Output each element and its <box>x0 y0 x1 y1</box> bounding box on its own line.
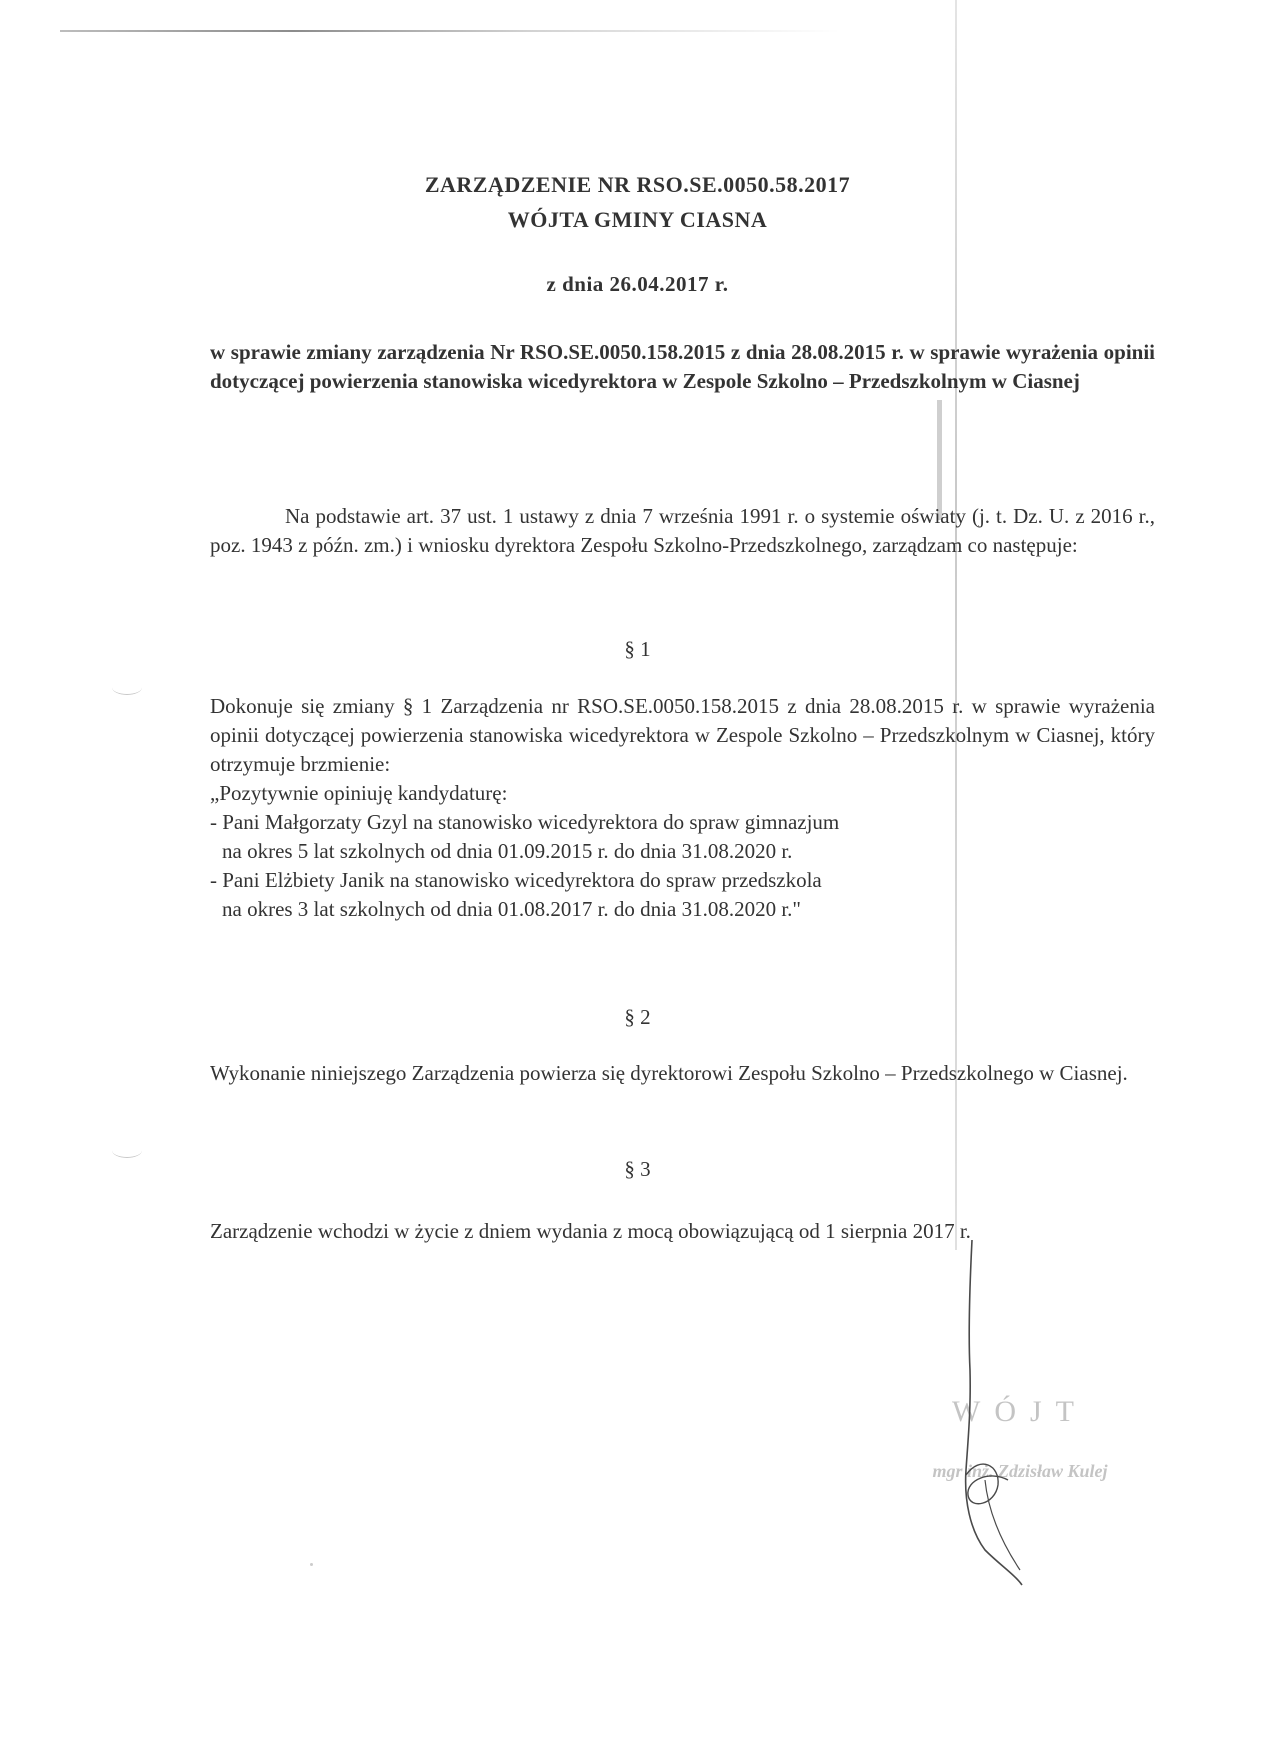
document-issuer: WÓJTA GMINY CIASNA <box>507 207 768 232</box>
scan-artifact-top-line <box>60 30 840 32</box>
section-1-intro: Dokonuje się zmiany § 1 Zarządzenia nr RSO.SE.0050.158.2015 z dnia 28.08.2015 r. w sprawie wyrażenia opinii dotyczącej powierzenia stanowiska wicedyrektora w Zespole Szkolno – Przedszkolnym w Ciasnej, który otrzymuje brzmienie: <box>210 694 1155 776</box>
scan-artifact-dot <box>310 1563 313 1566</box>
section-3-text: Zarządzenie wchodzi w życie z dniem wydania z mocą obowiązującą od 1 sierpnia 2017 r. <box>210 1219 971 1243</box>
section-mark-2: § 2 <box>624 1005 651 1029</box>
document-date: z dnia 26.04.2017 r. <box>546 272 729 296</box>
stamp-title: WÓJT <box>952 1395 1088 1428</box>
section-1-quote-line: na okres 5 lat szkolnych od dnia 01.09.2015 r. do dnia 31.08.2020 r. <box>222 839 793 863</box>
legal-basis-paragraph: Na podstawie art. 37 ust. 1 ustawy z dnia 7 września 1991 r. o systemie oświaty (j. t. Dz. U. z 2016 r., poz. 1943 z późn. zm.) i wniosku dyrektora Zespołu Szkolno-Przedszkolnego, zarządzam co następuje: <box>210 504 1155 557</box>
section-1-body <box>210 692 1155 924</box>
document-title: ZARZĄDZENIE NR RSO.SE.0050.58.2017 <box>424 172 851 197</box>
handwritten-signature <box>940 1240 1070 1600</box>
section-1-quote-line: - Pani Elżbiety Janik na stanowisko wicedyrektora do spraw przedszkola <box>210 868 822 892</box>
stamp-name: mgr inż. Zdzisław Kulej <box>932 1461 1108 1481</box>
section-1-quote-line: - Pani Małgorzaty Gzyl na stanowisko wicedyrektora do spraw gimnazjum <box>210 810 840 834</box>
section-mark-3: § 3 <box>624 1157 651 1181</box>
section-1-quote-line: „Pozytywnie opiniuję kandydaturę: <box>210 781 508 805</box>
section-mark-1: § 1 <box>624 637 651 661</box>
section-2-text: Wykonanie niniejszego Zarządzenia powierza się dyrektorowi Zespołu Szkolno – Przedszkolnego w Ciasnej. <box>210 1061 1128 1085</box>
punch-hole-mark <box>112 1143 142 1158</box>
punch-hole-mark <box>112 680 142 695</box>
document-subject: w sprawie zmiany zarządzenia Nr RSO.SE.0050.158.2015 z dnia 28.08.2015 r. w sprawie wyrażenia opinii dotyczącej powierzenia stanowiska wicedyrektora w Zespole Szkolno – Przedszkolnym w Ciasnej <box>210 340 1155 393</box>
section-1-quote-line: na okres 3 lat szkolnych od dnia 01.08.2017 r. do dnia 31.08.2020 r." <box>222 897 801 921</box>
